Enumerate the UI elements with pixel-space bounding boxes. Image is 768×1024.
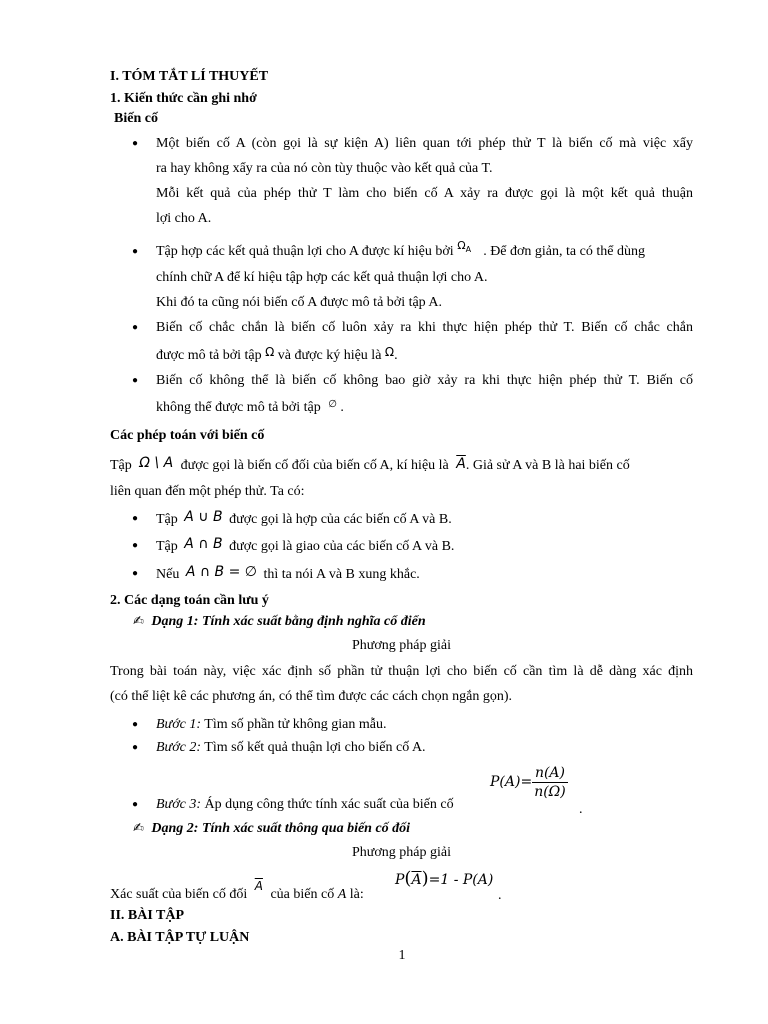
ops-b3-text-b: thì ta nói A và B xung khắc. bbox=[263, 567, 420, 582]
ops-b1-text-a: Tập bbox=[156, 512, 178, 527]
ops-bullet2 bbox=[156, 536, 454, 557]
ops-text-a: Tập bbox=[110, 458, 132, 473]
bullet3-line2 bbox=[156, 345, 398, 366]
step1-label: Bước 1: bbox=[156, 717, 202, 732]
formula2-rest: =1 - P(A) bbox=[428, 872, 494, 888]
bullet4-line2 bbox=[156, 398, 344, 419]
bullet-dot: ● bbox=[132, 246, 139, 257]
bullet3-text-c: . bbox=[394, 348, 398, 363]
a-bar-symbol: $\overline{A}$ bbox=[254, 879, 263, 893]
bullet4-text-a: không thể được mô tả bởi tập bbox=[156, 400, 321, 415]
dang2-title: Dạng 2: Tính xác suất thông qua biến cố đối bbox=[151, 821, 411, 836]
step3-label: Bước 3: bbox=[156, 797, 202, 812]
subsection-title-2: 2. Các dạng toán cần lưu ý bbox=[110, 593, 269, 608]
bullet-dot: ● bbox=[132, 719, 139, 730]
section-title-1: I. TÓM TẮT LÍ THUYẾT bbox=[110, 69, 269, 84]
omega-a-symbol: $\Omega_A$ bbox=[457, 239, 472, 254]
bullet4-text-b: . bbox=[340, 400, 344, 415]
probability-formula bbox=[490, 763, 568, 801]
section-title-2: II. BÀI TẬP bbox=[110, 908, 185, 923]
heading-bien-co: Biến cố bbox=[114, 111, 158, 126]
bullet-dot: ● bbox=[132, 540, 139, 551]
step2 bbox=[156, 738, 426, 758]
complement-formula: $P(\overline{A})=1 - P(A)$ bbox=[395, 868, 494, 889]
bullet3-line1: Biến cố chắc chắn là biến cố luôn xảy ra khi thực hiện phép thử T. Biến cố chắc chắn bbox=[156, 320, 693, 335]
formula1-lhs: P(A)= bbox=[490, 774, 533, 790]
bullet2-line3: Khi đó ta cũng nói biến cố A được mô tả bởi tập A. bbox=[156, 295, 443, 310]
step3-text: Áp dụng công thức tính xác suất của biến cố bbox=[204, 797, 454, 812]
union-symbol: A ∪ B bbox=[184, 509, 223, 525]
page-number: 1 bbox=[398, 948, 406, 963]
dang2-var-a: A bbox=[337, 887, 347, 902]
pen-icon: ✍ bbox=[133, 821, 144, 836]
dang2-text-c: là: bbox=[349, 887, 364, 902]
bullet3-text-b: và được ký hiệu là bbox=[277, 348, 382, 363]
ops-text-b: được gọi là biến cố đối của biến cố A, kí hiệu là bbox=[180, 458, 449, 473]
step2-text: Tìm số kết quả thuận lợi cho biến cố A. bbox=[204, 740, 426, 755]
bullet2-text-b: . Để đơn giản, ta có thể dùng bbox=[483, 244, 645, 259]
subsection-title-1: 1. Kiến thức cần ghi nhớ bbox=[110, 91, 257, 106]
pen-icon: ✍ bbox=[133, 614, 144, 629]
formula2-period: . bbox=[498, 888, 502, 903]
dang1-heading bbox=[133, 612, 426, 632]
empty-set-symbol: ∅ bbox=[328, 399, 337, 410]
ops-line1 bbox=[110, 455, 693, 476]
dang2-heading bbox=[133, 819, 410, 839]
dang2-sentence bbox=[110, 879, 364, 905]
ops-line2: liên quan đến một phép thử. Ta có: bbox=[110, 484, 305, 499]
ops-b1-text-b: được gọi là hợp của các biến cố A và B. bbox=[229, 512, 452, 527]
formula2-p: P bbox=[395, 872, 405, 888]
ops-text-c: . Giả sử A và B là hai biến cố bbox=[465, 458, 630, 473]
complement-set-symbol: Ω \ A bbox=[139, 455, 174, 471]
method-label-2: Phương pháp giải bbox=[352, 845, 451, 860]
ops-bullet3 bbox=[156, 564, 420, 585]
bullet2-line2: chính chữ A để kí hiệu tập hợp các kết quả thuận lợi cho A. bbox=[156, 270, 488, 285]
bullet4-line1: Biến cố không thể là biến cố không bao giờ xảy ra khi thực hiện phép thử T. Biến cố bbox=[156, 373, 693, 388]
method-label-1: Phương pháp giải bbox=[352, 638, 451, 653]
bullet-dot: ● bbox=[132, 375, 139, 386]
subsection-title-a: A. BÀI TẬP TỰ LUẬN bbox=[110, 930, 250, 945]
ops-b3-text-a: Nếu bbox=[156, 567, 180, 582]
bullet1-line2: ra hay không xẩy ra của nó còn tùy thuộc vào kết quả của T. bbox=[156, 161, 493, 176]
dang1-para-line1: Trong bài toán này, việc xác định số phần tử thuận lợi cho biến cố cần tìm là dễ dàng xác định bbox=[110, 664, 693, 679]
intersection-symbol: A ∩ B bbox=[184, 536, 223, 552]
formula1-numerator: n(A) bbox=[532, 764, 568, 783]
formula2-a-bar: $\overline{A}$ bbox=[411, 872, 422, 888]
bullet1-line3: Mỗi kết quả của phép thử T làm cho biến cố A xảy ra được gọi là một kết quả thuận bbox=[156, 186, 693, 201]
step1-text: Tìm số phần tử không gian mẫu. bbox=[204, 717, 387, 732]
dang1-para-line2: (có thể liệt kê các phương án, có thể tìm được các cách chọn ngắn gọn). bbox=[110, 689, 512, 704]
bullet-dot: ● bbox=[132, 513, 139, 524]
omega-symbol: Ω bbox=[384, 345, 395, 359]
bullet3-text-a: được mô tả bởi tập bbox=[156, 348, 262, 363]
disjoint-symbol: A ∩ B = ∅ bbox=[185, 564, 257, 580]
bullet2-line1 bbox=[156, 239, 693, 263]
bullet-dot: ● bbox=[132, 322, 139, 333]
dang1-title: Dạng 1: Tính xác suất bằng định nghĩa cổ điển bbox=[151, 614, 426, 629]
dang2-text-b: của biến cố bbox=[270, 887, 335, 902]
heading-operations: Các phép toán với biến cố bbox=[110, 428, 265, 443]
ops-bullet1 bbox=[156, 509, 452, 530]
step1 bbox=[156, 715, 386, 735]
bullet1-line4: lợi cho A. bbox=[156, 211, 212, 226]
ops-b2-text-b: được gọi là giao của các biến cố A và B. bbox=[229, 539, 455, 554]
bullet2-text-a: Tập hợp các kết quả thuận lợi cho A được kí hiệu bởi bbox=[156, 244, 454, 259]
bullet1-line1: Một biến cố A (còn gọi là sự kiện A) liên quan tới phép thử T là biến cố mà việc xẩy bbox=[156, 136, 693, 151]
formula1-fraction bbox=[532, 764, 568, 801]
a-bar-symbol: $\overline{A}$ bbox=[456, 456, 466, 472]
dang2-text-a: Xác suất của biến cố đối bbox=[110, 887, 248, 902]
step2-label: Bước 2: bbox=[156, 740, 202, 755]
step3 bbox=[156, 795, 454, 815]
omega-symbol: Ω bbox=[265, 345, 275, 359]
ops-b2-text-a: Tập bbox=[156, 539, 178, 554]
bullet-dot: ● bbox=[132, 138, 139, 149]
formula1-period: . bbox=[579, 802, 583, 817]
bullet-dot: ● bbox=[132, 799, 139, 810]
bullet-dot: ● bbox=[132, 742, 139, 753]
bullet-dot: ● bbox=[132, 568, 139, 579]
formula1-denominator: n(Ω) bbox=[534, 783, 566, 800]
